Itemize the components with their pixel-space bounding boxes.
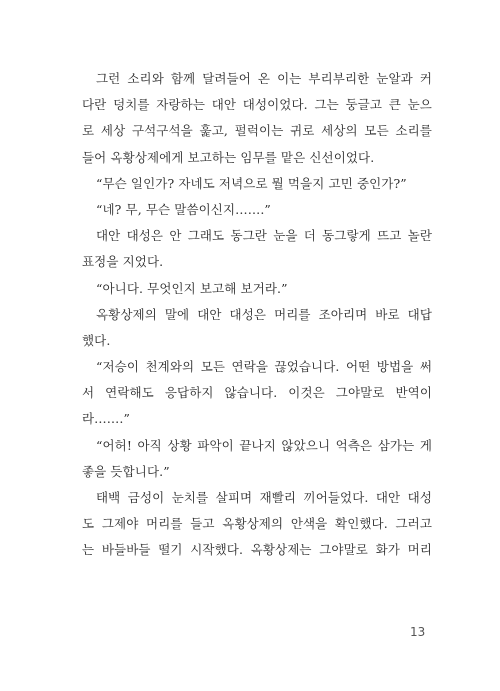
page-number: 13 bbox=[410, 625, 426, 639]
text-line: 는 바들바들 떨기 시작했다. 옥황상제는 그야말로 화가 머리 bbox=[82, 542, 432, 558]
text-line: 로 세상 구석구석을 훑고, 펄럭이는 귀로 세상의 모든 소리를 bbox=[82, 123, 432, 139]
text-line: 그런 소리와 함께 달려들어 온 이는 부리부리한 눈알과 커 bbox=[96, 71, 432, 86]
body-text bbox=[82, 66, 432, 564]
text-line: 태백 금성이 눈치를 살피며 재빨리 끼어들었다. 대안 대성 bbox=[96, 490, 432, 505]
text-line: “어허! 아직 상황 파악이 끝나지 않았으니 억측은 삼가는 게 bbox=[96, 437, 432, 453]
text-line: 서 연락해도 응답하지 않습니다. 이것은 그야말로 반역이 bbox=[82, 385, 432, 401]
text-line: 대안 대성은 안 그래도 동그란 눈을 더 동그랗게 뜨고 놀란 bbox=[96, 228, 432, 244]
text-line: 했다. bbox=[82, 332, 111, 348]
text-line: “저승이 천계와의 모든 연락을 끊었습니다. 어떤 방법을 써 bbox=[96, 359, 432, 375]
text-line: 표정을 지었다. bbox=[82, 254, 164, 270]
text-line: 좋을 듯합니다.” bbox=[82, 463, 170, 479]
text-line: 다란 덩치를 자랑하는 대안 대성이었다. 그는 둥글고 큰 눈으 bbox=[82, 97, 432, 113]
text-line: “네? 무, 무슨 말씀이신지…….” bbox=[96, 201, 271, 217]
text-line: “무슨 일인가? 자네도 저녁으로 뭘 먹을지 고민 중인가?” bbox=[96, 175, 407, 191]
text-line: 도 그제야 머리를 들고 옥황상제의 안색을 확인했다. 그러고 bbox=[82, 516, 432, 532]
text-line: 옥황상제의 말에 대안 대성은 머리를 조아리며 바로 대답 bbox=[96, 306, 432, 322]
text-line: 들어 옥황상제에게 보고하는 임무를 맡은 신선이었다. bbox=[82, 149, 375, 165]
text-line: 라…….” bbox=[82, 411, 130, 427]
text-line: “아니다. 무엇인지 보고해 보거라.” bbox=[96, 280, 288, 296]
